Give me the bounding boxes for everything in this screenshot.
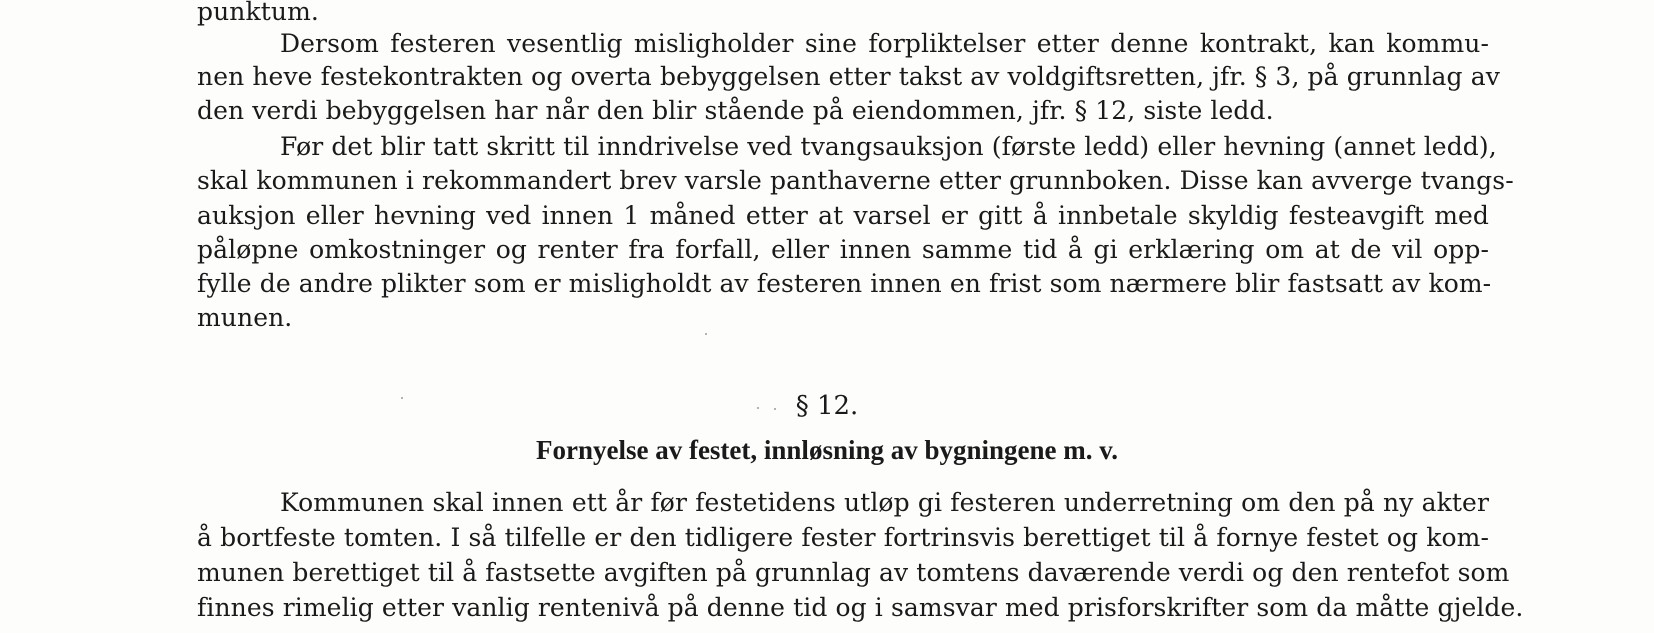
- paragraph-3-line-3: auksjon eller hevning ved innen 1 måned etter at varsel er gitt å innbetale skyldig festeavgift med: [197, 201, 1489, 230]
- scan-speck: [401, 397, 403, 399]
- paragraph-4-line-4: finnes rimelig etter vanlig rentenivå på denne tid og i samsvar med prisforskrifter som da måtte gjelde.: [197, 593, 1524, 622]
- scan-speck: [705, 333, 707, 335]
- paragraph-2-line-1: Dersom festeren vesentlig misligholder sine forpliktelser etter denne kontrakt, kan kommu-: [280, 29, 1489, 58]
- section-title: Fornyelse av festet, innløsning av bygningene m. v.: [535, 435, 1119, 465]
- paragraph-3-line-4: påløpne omkostninger og renter fra forfall, eller innen samme tid å gi erklæring om at de vil opp-: [197, 235, 1489, 264]
- paragraph-3-line-6: munen.: [197, 303, 293, 332]
- paragraph-4-line-1: Kommunen skal innen ett år før festetidens utløp gi festeren underretning om den på ny akter: [280, 488, 1489, 517]
- paragraph-3-line-5: fylle de andre plikter som er misligholdt av festeren innen en frist som nærmere blir fastsatt av kom-: [197, 269, 1492, 298]
- paragraph-3-line-2: skal kommunen i rekommandert brev varsle panthaverne etter grunnboken. Disse kan avverge tvangs-: [197, 166, 1514, 195]
- paragraph-2-line-3: den verdi bebyggelsen har når den blir stående på eiendommen, jfr. § 12, siste ledd.: [197, 96, 1274, 125]
- scan-speck: [757, 407, 759, 409]
- scan-speck: [774, 408, 776, 410]
- paragraph-4-line-3: munen berettiget til å fastsette avgiften på grunnlag av tomtens daværende verdi og den rentefot som: [197, 558, 1510, 587]
- paragraph-4-line-2: å bortfeste tomten. I så tilfelle er den tidligere fester fortrinsvis berettiget til å fornye festet og kom-: [197, 523, 1489, 552]
- section-number: § 12.: [795, 391, 859, 421]
- paragraph-1-line-1: punktum.: [197, 0, 319, 26]
- paragraph-2-line-2: nen heve festekontrakten og overta bebyggelsen etter takst av voldgiftsretten, jfr. § 3, på grunnlag av: [197, 62, 1500, 91]
- paragraph-3-line-1: Før det blir tatt skritt til inndrivelse ved tvangsauksjon (første ledd) eller hevning (annet ledd),: [280, 132, 1497, 161]
